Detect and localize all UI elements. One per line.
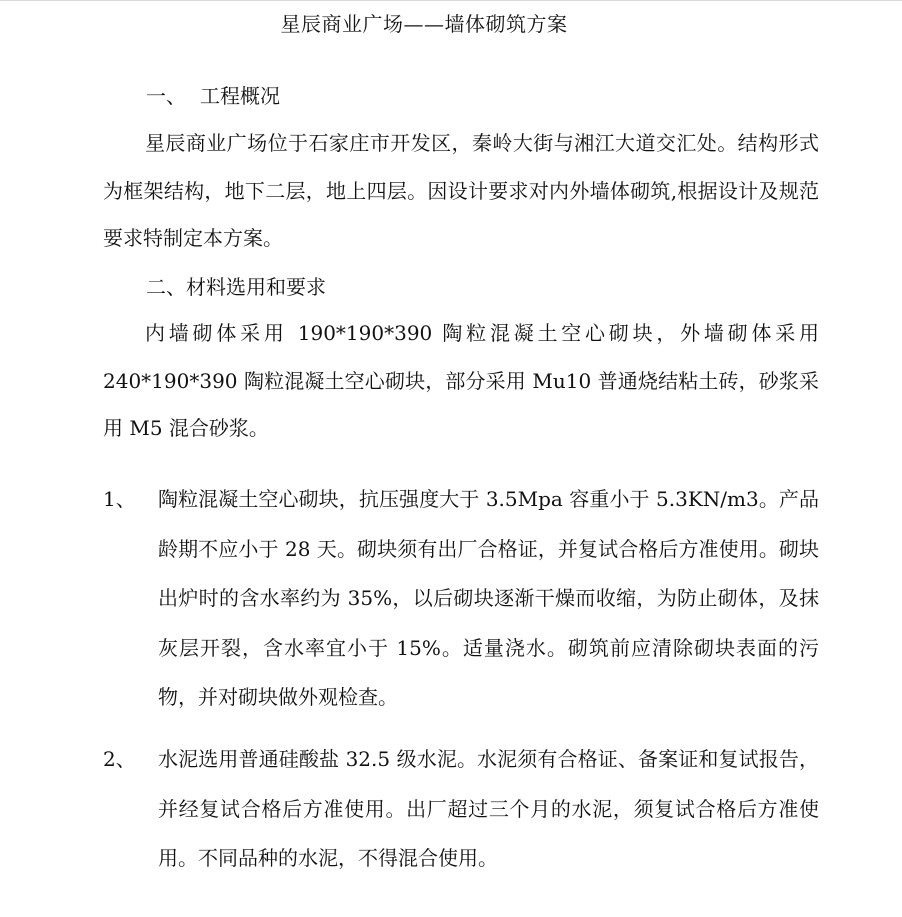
list-item-2-number: 2、	[103, 747, 136, 771]
list-item-2	[103, 735, 819, 884]
section-heading-1	[146, 83, 280, 109]
list-item-2-text: 水泥选用普通硅酸盐 32.5 级水泥。水泥须有合格证、备案证和复试报告，并经复试合格后方准使用。出厂超过三个月的水泥，须复试合格后方准使用。不同品种的水泥，不得混合使用。	[158, 747, 819, 870]
section-number-1: 一、	[146, 84, 186, 108]
document-title: 星辰商业广场——墙体砌筑方案	[280, 12, 568, 36]
list-item-1-text: 陶粒混凝土空心砌块，抗压强度大于 3.5Mpa 容重小于 5.3KN/m3。产品龄期不应小于 28 天。砌块须有出厂合格证，并复试合格后方准使用。砌块出炉时的含水率约为 35%，以后砌块逐渐干燥而收缩，为防止砌体，及抹灰层开裂，含水率宜小于 15%。适量浇水。砌筑前应清除砌块表面的污物，并对砌块做外观检查。	[158, 487, 819, 709]
section-2-paragraph: 内墙砌体采用 190*190*390 陶粒混凝土空心砌块，外墙砌体采用240*190*390 陶粒混凝土空心砌块，部分采用 Mu10 普通烧结粘土砖，砂浆采用 M5 混合砂浆。	[103, 321, 819, 440]
section-1-paragraph: 星辰商业广场位于石家庄市开发区，秦岭大街与湘江大道交汇处。结构形式为框架结构，地下二层，地上四层。因设计要求对内外墙体砌筑,根据设计及规范要求特制定本方案。	[103, 131, 819, 250]
section-heading-2: 二、材料选用和要求	[146, 275, 326, 299]
section-heading-1-text: 工程概况	[200, 84, 280, 108]
list-item-1	[103, 475, 819, 723]
list-item-1-number: 1、	[103, 487, 136, 511]
